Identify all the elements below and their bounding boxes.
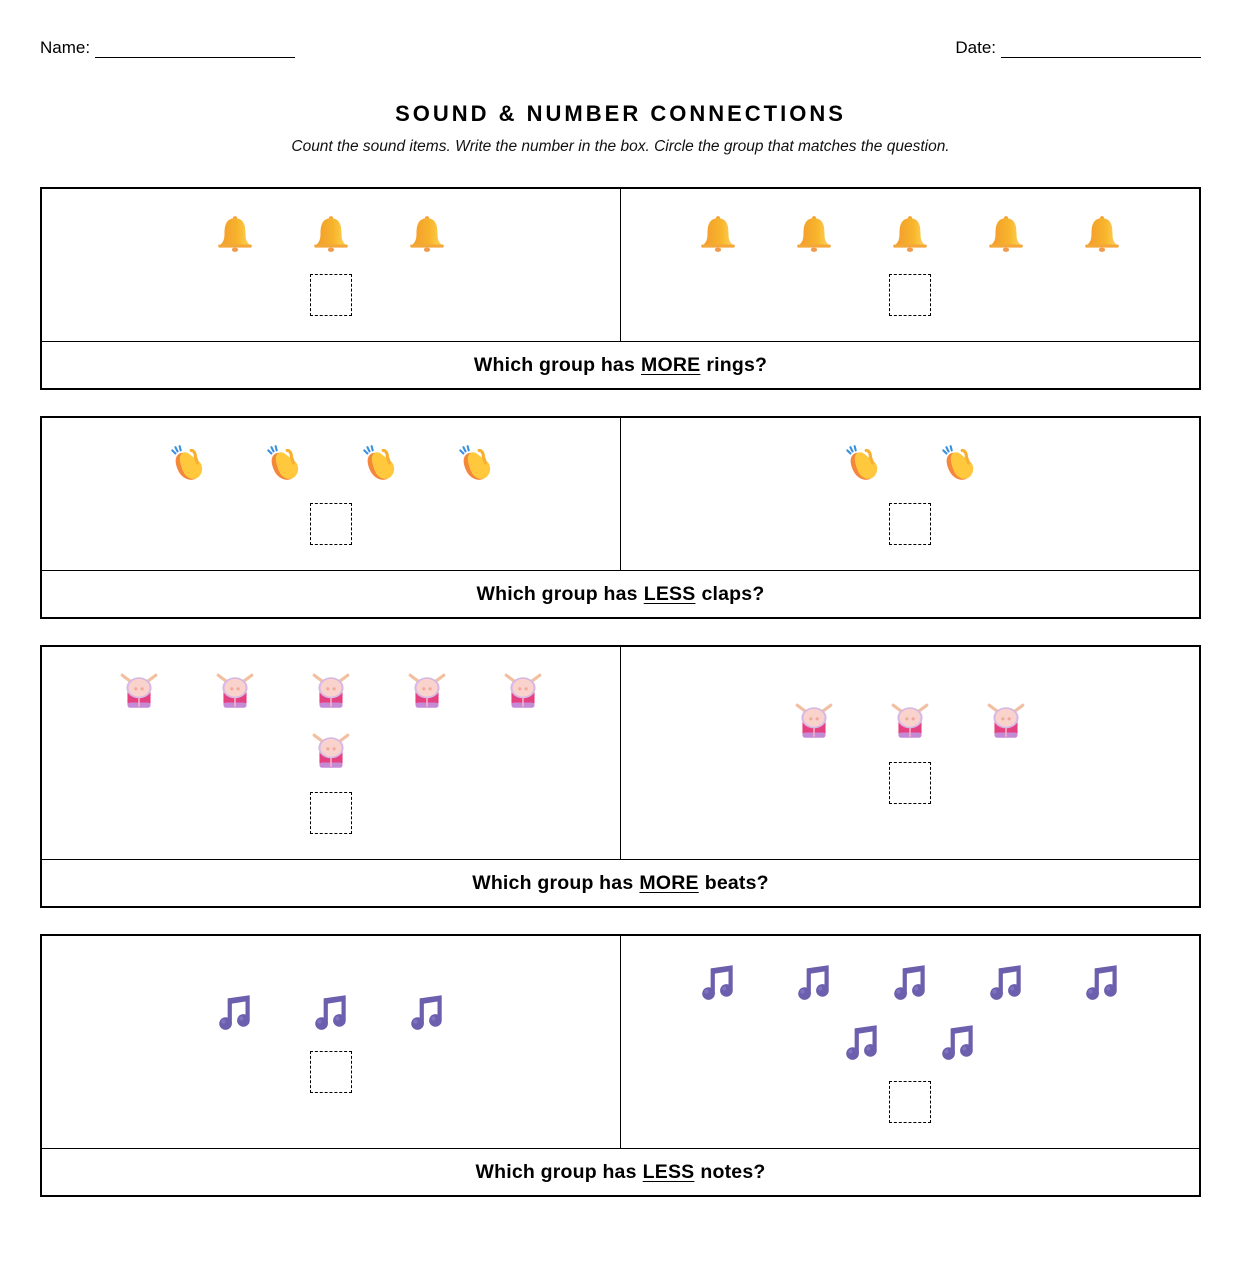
question-keyword: LESS <box>643 582 696 605</box>
answer-box[interactable] <box>310 503 352 545</box>
icon-row <box>670 443 1150 483</box>
answer-box[interactable] <box>889 274 931 316</box>
instructions: Count the sound items. Write the number in the box. Circle the group that matches the question. <box>291 138 950 155</box>
comparison-block-3 <box>40 645 1201 908</box>
question <box>42 342 1199 388</box>
answer-box[interactable] <box>310 1051 352 1093</box>
question-keyword: LESS <box>642 1160 695 1183</box>
question-keyword: MORE <box>639 871 699 894</box>
bell-icon <box>862 214 958 254</box>
icon-row <box>91 443 571 483</box>
drum-icon <box>958 702 1054 742</box>
musical-notes-icon <box>862 961 958 1001</box>
drum-icon <box>862 702 958 742</box>
icon-row <box>91 672 571 772</box>
icon-row <box>91 991 571 1031</box>
musical-notes-icon <box>958 961 1054 1001</box>
bell-icon <box>958 214 1054 254</box>
icon-row <box>670 961 1150 1061</box>
name-input-line[interactable] <box>95 41 295 58</box>
musical-notes-icon <box>766 961 862 1001</box>
musical-notes-icon <box>1054 961 1150 1001</box>
bell-icon <box>766 214 862 254</box>
musical-notes-icon <box>814 1021 910 1061</box>
question-prefix: Which group has <box>472 871 634 894</box>
comparison-block-4 <box>40 934 1201 1197</box>
group-left[interactable] <box>42 189 621 341</box>
answer-box[interactable] <box>310 792 352 834</box>
clapping-hands-icon <box>427 443 523 483</box>
bell-icon <box>283 214 379 254</box>
musical-notes-icon <box>670 961 766 1001</box>
question <box>42 571 1199 617</box>
page-title: SOUND & NUMBER CONNECTIONS <box>395 101 846 126</box>
question-prefix: Which group has <box>473 353 636 376</box>
date-input-line[interactable] <box>1001 41 1201 58</box>
comparison-block-2 <box>40 416 1201 619</box>
drum-icon <box>283 732 379 772</box>
question-suffix: rings? <box>706 353 768 376</box>
question <box>42 1149 1199 1195</box>
question-suffix: beats? <box>704 871 769 894</box>
question <box>42 860 1199 906</box>
date-field <box>955 38 1201 58</box>
answer-box[interactable] <box>889 1081 931 1123</box>
drum-icon <box>766 702 862 742</box>
bell-icon <box>379 214 475 254</box>
icon-row <box>670 702 1150 742</box>
comparison-block-1 <box>40 187 1201 390</box>
group-right[interactable] <box>621 189 1200 341</box>
musical-notes-icon <box>283 991 379 1031</box>
drum-icon <box>379 672 475 712</box>
drum-icon <box>91 672 187 712</box>
clapping-hands-icon <box>235 443 331 483</box>
question-prefix: Which group has <box>476 582 638 605</box>
date-label: Date: <box>955 38 996 57</box>
answer-box[interactable] <box>889 503 931 545</box>
clapping-hands-icon <box>910 443 1006 483</box>
clapping-hands-icon <box>814 443 910 483</box>
drum-icon <box>283 672 379 712</box>
clapping-hands-icon <box>139 443 235 483</box>
question-prefix: Which group has <box>475 1160 637 1183</box>
name-field <box>40 38 295 58</box>
musical-notes-icon <box>187 991 283 1031</box>
name-label: Name: <box>40 38 91 57</box>
icon-row <box>670 214 1150 254</box>
group-left[interactable] <box>42 647 621 859</box>
bell-icon <box>670 214 766 254</box>
question-suffix: notes? <box>700 1160 766 1183</box>
bell-icon <box>1054 214 1150 254</box>
drum-icon <box>475 672 571 712</box>
drum-icon <box>187 672 283 712</box>
question-keyword: MORE <box>641 353 701 376</box>
icon-row <box>91 214 571 254</box>
group-right[interactable] <box>621 647 1200 859</box>
group-right[interactable] <box>621 936 1200 1148</box>
question-suffix: claps? <box>701 582 765 605</box>
clapping-hands-icon <box>331 443 427 483</box>
musical-notes-icon <box>379 991 475 1031</box>
group-left[interactable] <box>42 418 621 570</box>
group-right[interactable] <box>621 418 1200 570</box>
worksheet-header <box>40 38 1201 60</box>
bell-icon <box>187 214 283 254</box>
musical-notes-icon <box>910 1021 1006 1061</box>
group-left[interactable] <box>42 936 621 1148</box>
answer-box[interactable] <box>889 762 931 804</box>
answer-box[interactable] <box>310 274 352 316</box>
